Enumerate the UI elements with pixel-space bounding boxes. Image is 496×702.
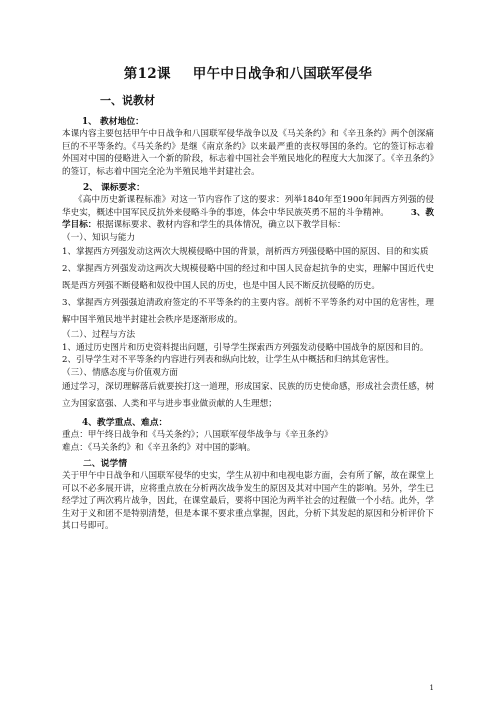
page-number: 1 — [429, 684, 434, 692]
section-heading-textbook: 一、说教材 — [100, 94, 155, 107]
section-heading-students: 二、说学情 — [83, 459, 127, 469]
keypoints-key: 重点：甲午终日战争和《马关条约》；八国联军侵华战争与《辛丑条约》 — [62, 430, 333, 440]
heading-goals: 3、教学目标： — [62, 207, 434, 230]
lesson-number: 第12课 — [123, 66, 171, 82]
keypoints-hard: 难点：《马关条约》和《辛丑条约》对中国的影响。 — [62, 442, 256, 453]
goal1-item-3: 3、掌握西方列强强迫清政府签定的不平等条约的主要内容。剖析不平等条约对中国的危害性，理解中国半殖民地半封建社会秩序是逐渐形成的。 — [62, 298, 434, 325]
document-body — [62, 62, 434, 533]
goal3-heading: （三）、情感态度与价值观方面 — [62, 367, 179, 378]
para-curriculum — [62, 194, 434, 232]
lesson-name: 甲午中日战争和八国联军侵华 — [192, 66, 373, 82]
heading-keypoints: 4、教学重点、难点： — [82, 418, 168, 428]
goal1-heading: （一）、知识与能力 — [62, 232, 136, 243]
goal2-heading: （二）、过程与方法 — [62, 330, 136, 340]
goals-intro: 根据课标要求、教材内容和学生的具体情况，确立以下教学目标： — [96, 220, 346, 230]
page-title — [62, 62, 434, 82]
curriculum-text: 《高中历史新课程标准》对这一节内容作了这的要求：列举1840年至1900年间西方列强的侵华史实，概述中国军民反抗外来侵略斗争的事迹，体会中华民族英勇不屈的斗争精神。 — [62, 195, 434, 218]
goal2-item-1: 1、通过历史图片和历史资料提出问题，引导学生探索西方列强发动侵略中国战争的原因和目的。 — [62, 342, 429, 353]
goal2-item-2: 2、引导学生对不平等条约内容进行列表和纵向比较，让学生从中概括和归纳其危害性。 — [62, 355, 395, 365]
heading-status: 1、 教材地位： — [82, 117, 144, 127]
para-students: 关于甲午中日战争和八国联军侵华的史实，学生从初中和电视电影方面，会有所了解，故在课堂上可以不必多展开讲，应将重点放在分析两次战争发生的原因及其对中国产生的影响。另外，学生已经学过了两次鸦片战争，因此，在课堂最后，要将中国沦为两半社会的过程做一个小结。此外，学生对于义和团不是特别清楚，但是本课不要求重点掌握，因此，分析下其发起的原因和分析评价下其口号即可。 — [62, 471, 434, 531]
goal3-text: 通过学习，深切理解落后就要挨打这一道理，形成国家、民族的历史使命感，形成社会责任感，树立为国家富强、人类和平与进步事业做贡献的人生理想； — [62, 382, 434, 409]
goal1-item-2: 2、掌握西方列强发动这两次大规模侵略中国的经过和中国人民奋起抗争的史实，理解中国近代史既是西方列强不断侵略和奴役中国人民的历史，也是中国人民不断反抗侵略的历史。 — [62, 264, 434, 291]
heading-curriculum: 2、 课标要求： — [83, 183, 145, 193]
goal1-item-1: 1、掌握西方列强发动这两次大规模侵略中国的背景，剖析西方列强侵略中国的原因、目的和实质 — [62, 247, 429, 257]
para-status: 本课内容主要包括甲午中日战争和八国联军侵华战争以及《马关条约》和《辛丑条约》两个创深痛巨的不平等条约。《马关条约》是继《南京条约》以来最严重的丧权辱国的条约。它的签订标志着外国对中国的侵略进入一个新的阶段，标志着中国社会半殖民地化的程度大大加深了。《辛丑条约》的签订，标志着中国完全沦为半殖民地半封建社会。 — [62, 129, 434, 177]
